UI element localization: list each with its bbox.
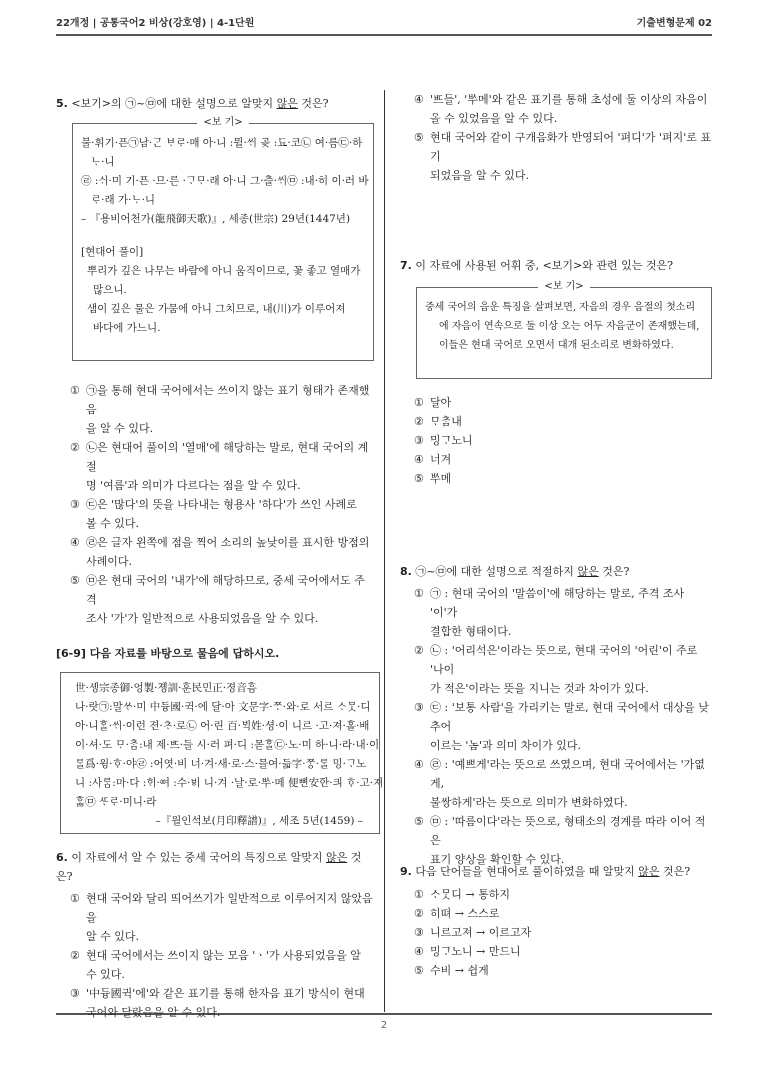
passage-source: –『월인석보(月印釋譜)』, 세조 5년(1459) – [155,815,363,827]
question-7 [400,256,712,488]
modern-line: 뿌리가 깊은 나무는 바람에 아니 움직이므로, 꽃 좋고 열매가 [87,265,361,277]
question-6-continued [400,90,712,185]
passage-line: 니 :사ᄅᆞᆷ:마·다 :ᄒᆡ·ᅇᅧ :수·ᄫᅵ 니·겨 ·날·로·ᄡᅮ·메 便뼌安ᅙᅡᆫ·킈 ᄒᆞ·고·져 [75,777,384,789]
header-rule [56,34,712,36]
option-item[interactable]: ⑤ 현대 국어와 같이 구개음화가 반영되어 '펴디'가 '펴지'로 표기 되었음을 알 수 있다. [414,131,711,182]
question-7-example-box [416,281,712,379]
passage-line: 世·솅宗종御·엉製·졩訓·훈民민正·졍音흠 [75,682,257,694]
option-item[interactable]: ① 달아 [414,396,452,409]
example-source: – 『용비어천가(龍飛御天歌)』, 세종(世宗) 29년(1447년) [81,213,351,225]
question-6-options-right [414,90,712,185]
example-line: ᄅᆞ·래 가·ᄂᆞ·니 [91,194,156,206]
question-7-stem: 7. 이 자료에 사용된 어휘 중, <보기>와 관련 있는 것은? [400,259,674,272]
option-item[interactable]: ④ 'ᄠᅳ들', 'ᄡᅮ메'와 같은 표기를 통해 초성에 둘 이상의 자음이 올 수 있었음을 알 수 있다. [414,93,708,125]
example-label: <보 기> [538,281,589,292]
set-6-9-title: [6-9] 다음 자료를 바탕으로 물음에 답하시오. [56,647,280,660]
passage-line: ᄅᆞᆯ爲·윙·ᄒᆞ·야㉣ :어엿·비 너·겨·새·로·스·믈여·듧字·ᄍᆞᆼ·ᄅᆞᆯ 밍·ᄀᆞ노 [75,758,367,770]
question-8 [400,562,712,869]
option-item[interactable]: ② ᄆᆞᄎᆞᆷ내 [414,415,462,428]
header-left: 22개정 | 공통국어2 비상(강호영) | 4-1단원 [56,18,255,29]
option-item[interactable]: ⑤ ㉤ : '따름이다'라는 뜻으로, 형태소의 경계를 따라 이어 적은 표기 양상을 확인할 수 있다. [414,815,706,866]
option-item[interactable]: ① 현대 국어와 달리 띄어쓰기가 일반적으로 이루어지지 않았음을 알 수 있다. [70,892,373,943]
example-line: 중세 국어의 음운 특징을 살펴보면, 자음의 경우 음절의 첫소리 [425,302,696,313]
option-item[interactable]: ⑤ ᄡᅮ메 [414,472,452,485]
example-line: ㉣ :ᄉᆡ·미 기·픈 ·므·른 ·ᄀᆞᄆᆞ·래 아·니 그·츨·ᄊᆡ㉤ :내·히 이·러 바 [81,175,369,187]
question-5-stem: 5. <보기>의 ㉠~㉤에 대한 설명으로 알맞지 않은 것은? [56,97,329,110]
column-divider [384,90,385,1012]
option-item[interactable]: ⑤ 수비 → 쉽게 [414,964,489,977]
question-6-options-left [70,889,374,1022]
option-item[interactable]: ⑤ ㉤은 현대 국어의 '내가'에 해당하므로, 중세 국어에서도 주격 조사 '가'가 일반적으로 사용되었음을 알 수 있다. [70,574,365,625]
example-label: <보 기> [197,117,248,128]
modern-line: 많으니. [93,284,127,296]
option-item[interactable]: ① ᄉᆞᄆᆞᆺ디 → 통하지 [414,888,510,901]
option-item[interactable]: ④ ㉣ : '예쁘게'라는 뜻으로 쓰였으며, 현대 국어에서는 '가엾게, 불쌍하게'라는 뜻으로 의미가 변화하였다. [414,758,705,809]
question-9-options [414,885,712,980]
question-8-options [414,584,712,869]
example-line: ᄂᆞ·니 [91,156,115,168]
question-5-example-box [72,117,374,361]
option-item[interactable]: ④ 너겨 [414,453,452,466]
option-item[interactable]: ③ ㉢은 '많다'의 뜻을 나타내는 형용사 '하다'가 쓰인 사례로 볼 수 있다. [70,498,357,530]
option-item[interactable]: ③ 밍ᄀᆞ노니 [414,434,473,447]
question-8-stem: 8. ㉠~㉤에 대한 설명으로 적절하지 않은 것은? [400,565,630,578]
modern-line: 바다에 가느니. [93,322,161,334]
option-item[interactable]: ② 히뗘 → 스스로 [414,907,500,920]
passage-line: 나·랏㉠:말ᄊᆞ·미 中듕國·귁·에 달·아 文문字·ᄍᆞ·와·로 서르 ᄉᆞᄆᆞᆺ·디 [75,701,371,713]
set-6-9-passage-box [60,672,384,834]
question-9 [400,862,712,980]
modern-translation-title: [현대어 풀이] [81,246,144,258]
question-6-stem: 6. 이 자료에서 알 수 있는 중세 국어의 특징으로 알맞지 않은 것은? [56,851,362,883]
page-header [56,14,712,28]
option-item[interactable]: ① ㉠을 통해 현대 국어에서는 쓰이지 않는 표기 형태가 존재했음 을 알 수 있다. [70,384,370,435]
passage-line: 아·니ᄒᆞᆯ·ᄊᆡ·이런 젼·ᄎᆞ·로㉡ 어·린 百·ᄇᆡᆨ姓·셩·이 니르 ·고·져·홀·배 [75,720,370,732]
passage-line: 이·셔·도 ᄆᆞ·ᄎᆞᆷ:내 제·ᄠᅳ·들 시·러 펴·디 :몯ᄒᆞᆯ㉢·노·미 하·니·라·내·이 [75,739,380,751]
page-number: 2 [380,1020,388,1031]
option-item[interactable]: ② ㉡ : '어리석은'이라는 뜻으로, 현대 국어의 '어린'이 주로 '나이 가 적은'이라는 뜻을 지니는 것과 차이가 있다. [414,644,698,695]
option-item[interactable]: ③ 니르고져 → 이르고자 [414,926,532,939]
option-item[interactable]: ③ ㉢ : '보통 사람'을 가리키는 말로, 현대 국어에서 대상을 낮추어 이르는 '놈'과 의미 차이가 있다. [414,701,709,752]
option-item[interactable]: ② ㉡은 현대어 풀이의 '열매'에 해당하는 말로, 현대 국어의 계절 명 '여름'과 의미가 다르다는 점을 알 수 있다. [70,441,369,492]
example-line: 에 자음이 연속으로 둘 이상 오는 어두 자음군이 존재했는데, [439,321,700,332]
option-item[interactable]: ④ ㉣은 글자 왼쪽에 점을 찍어 소리의 높낮이를 표시한 방점의 사례이다. [70,536,370,568]
question-7-options [414,393,712,488]
passage-line: ᄒᆞᇙ㉤ ᄯᆞᄅᆞ·미니·라 [75,796,157,808]
header-right: 기출변형문제 02 [636,18,712,29]
example-line: 불·휘기·픈㉠남·ᄀᆞᆫ ᄇᆞᄅᆞ·매 아·니 :뮐·ᄊᆡ 곶 :됴·코㉡ 여·름㉢·하 [81,137,363,149]
option-item[interactable]: ① ㉠ : 현대 국어의 '말씀이'에 해당하는 말로, 주격 조사 '이'가 결합한 형태이다. [414,587,685,638]
option-item[interactable]: ④ 밍ᄀᆞ노니 → 만드니 [414,945,521,958]
question-9-stem: 9. 다음 단어들을 현대어로 풀이하였을 때 알맞지 않은 것은? [400,865,691,878]
question-5-options [70,381,374,628]
modern-line: 샘이 깊은 물은 가뭄에 아니 그치므로, 내(川)가 이루어져 [87,303,346,315]
option-item[interactable]: ② 현대 국어에서는 쓰이지 않는 모음 'ㆍ'가 사용되었음을 알 수 있다. [70,949,361,981]
example-line: 이들은 현대 국어로 오면서 대개 된소리로 변화하였다. [439,340,674,351]
question-5 [56,94,374,628]
option-item[interactable]: ③ '中듕國귁'에'와 같은 표기를 통해 한자음 표기 방식이 현대 국어와 달랐음을 알 수 있다. [70,987,365,1019]
question-6 [56,848,374,1022]
